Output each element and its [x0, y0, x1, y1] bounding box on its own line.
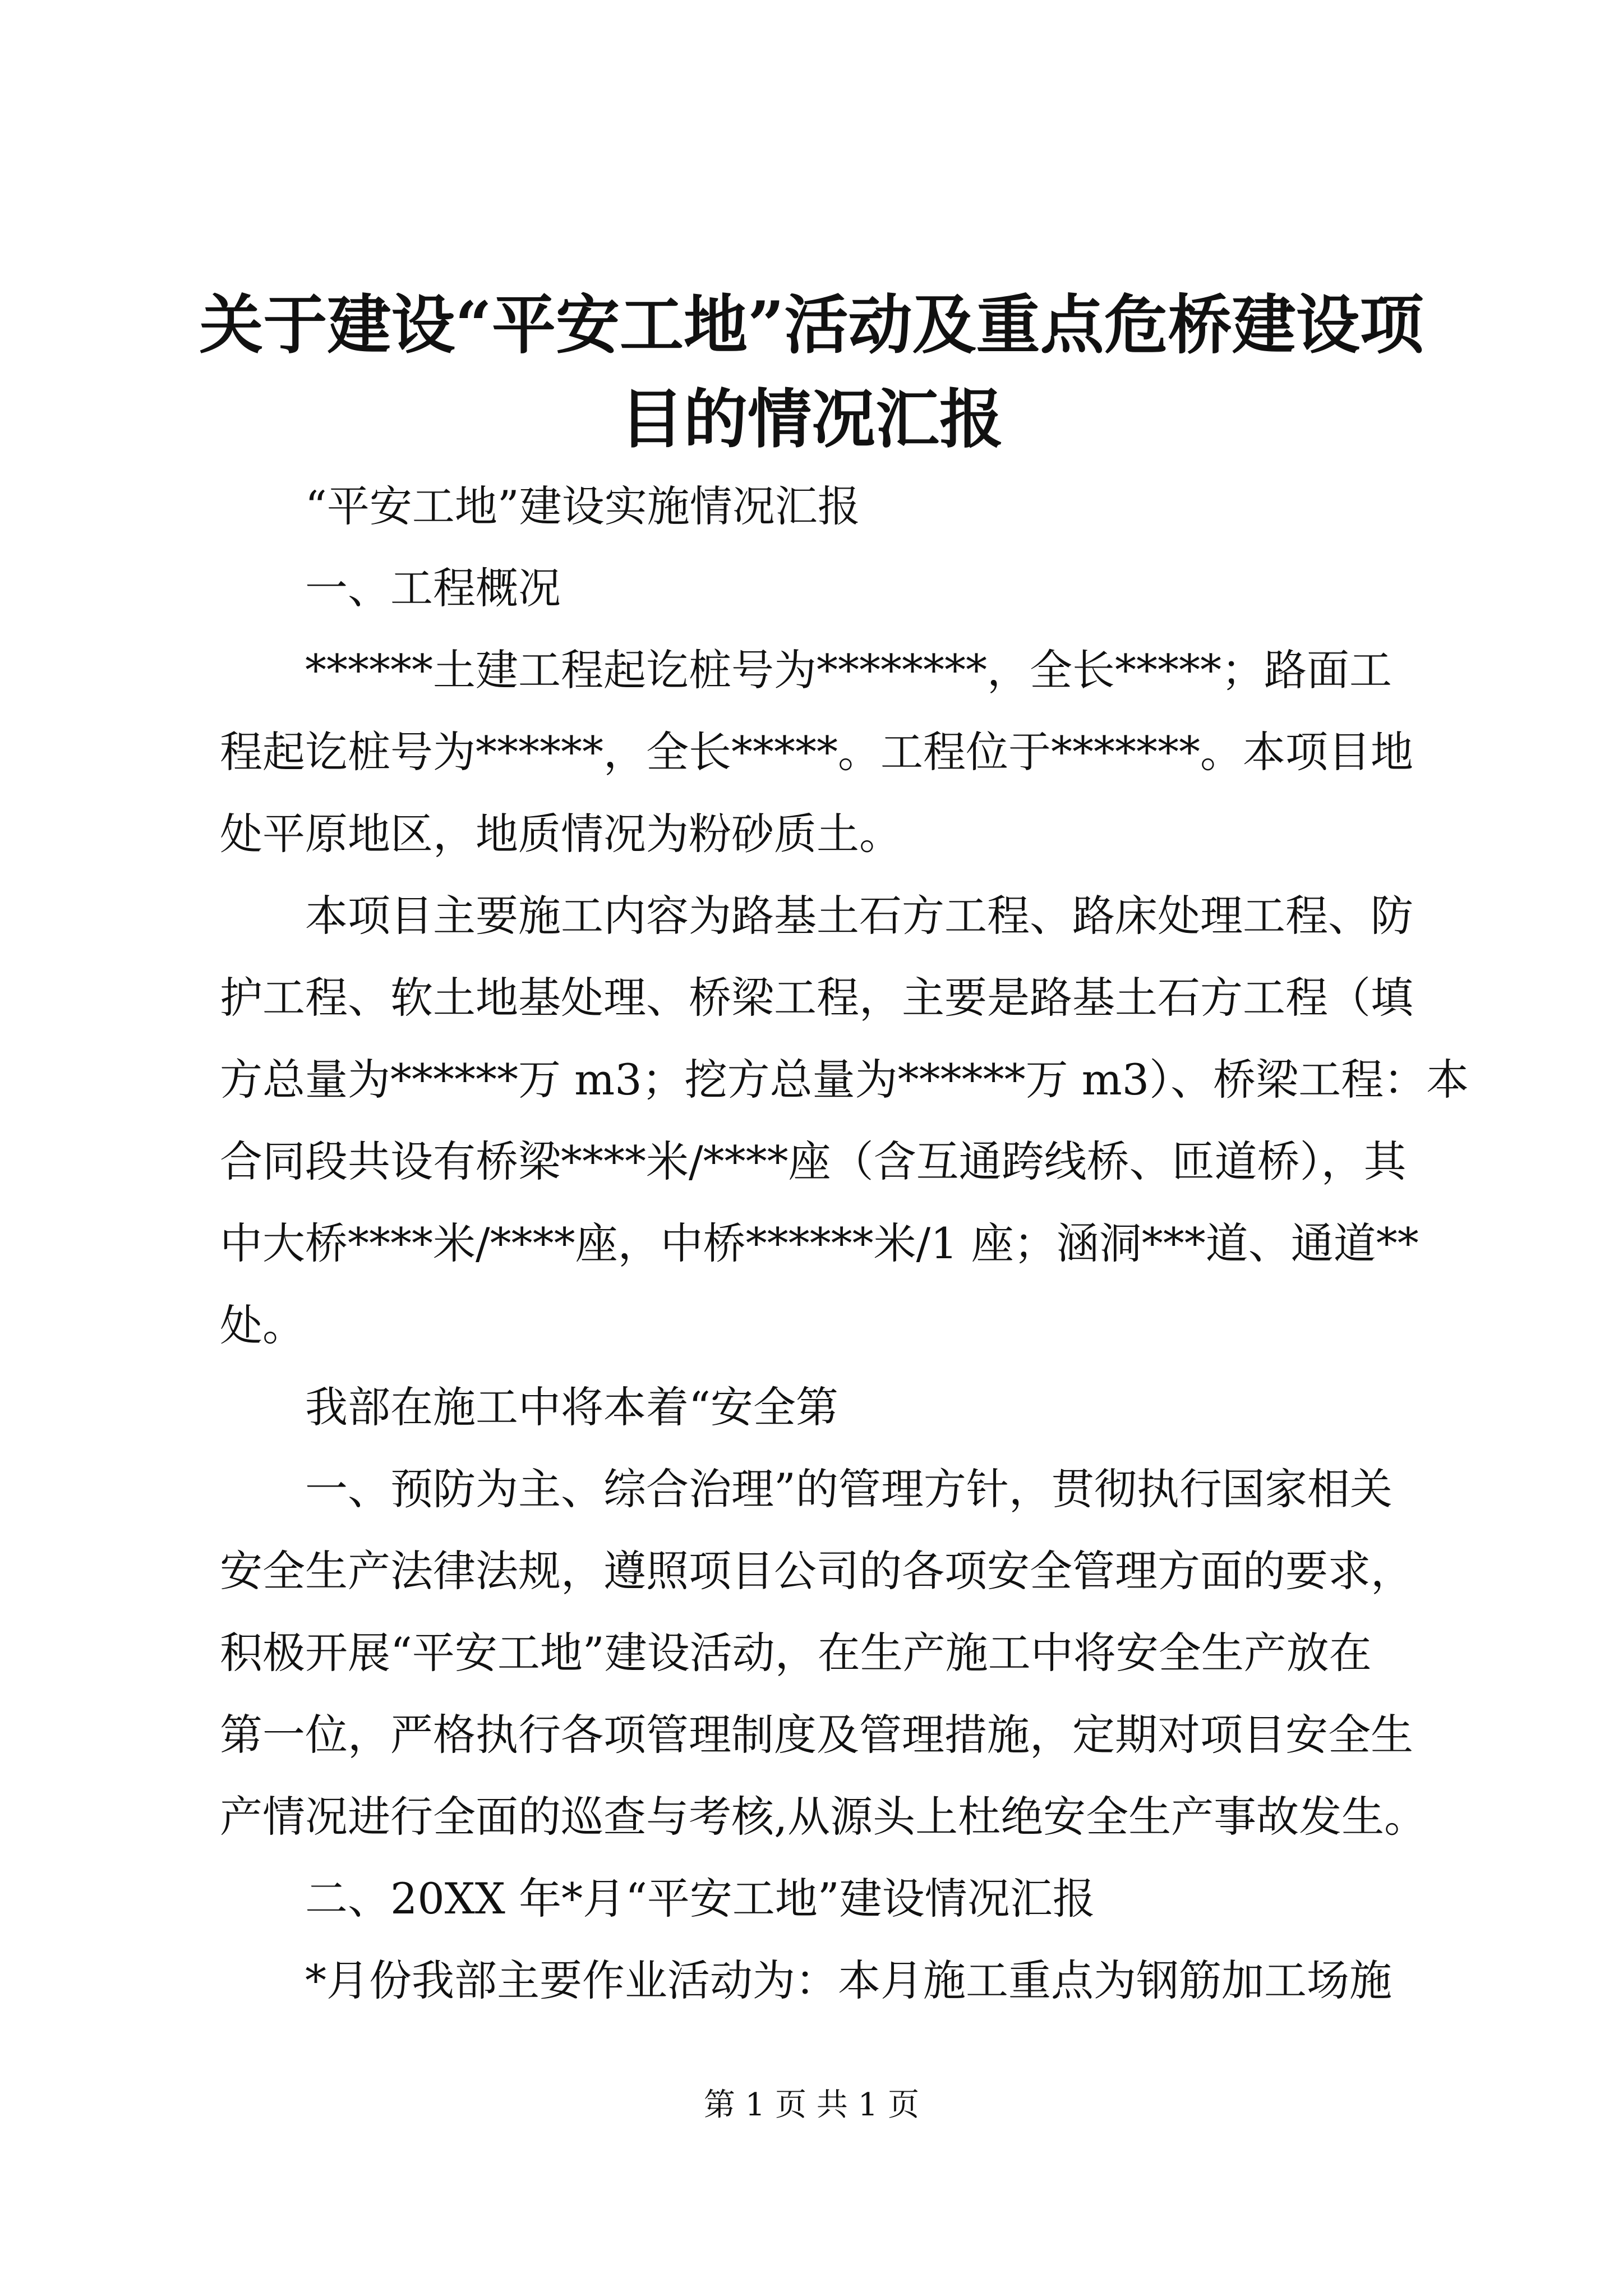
- paragraph: [220, 1940, 1426, 2022]
- paragraph-line: 合同段共设有桥梁****米/****座（含互通跨线桥、匝道桥），其: [220, 1137, 1407, 1186]
- paragraph-line: 处平原地区，地质情况为粉砂质土。: [220, 809, 902, 859]
- paragraph-line: 中大桥****米/****座，中桥******米/1 座；涵洞***道、通道**: [220, 1218, 1419, 1268]
- document-title: [185, 278, 1438, 466]
- paragraph-line: 本项目主要施工内容为路基土石方工程、路床处理工程、防: [305, 891, 1413, 941]
- paragraph: [220, 629, 1426, 875]
- paragraph-line: “平安工地”建设实施情况汇报: [305, 481, 860, 531]
- paragraph-line: 处。: [220, 1300, 305, 1350]
- paragraph-line: 护工程、软土地基处理、桥梁工程，主要是路基土石方工程（填: [220, 973, 1413, 1023]
- paragraph-line: 第一位，严格执行各项管理制度及管理措施，定期对项目安全生: [220, 1710, 1413, 1760]
- document-body: [220, 466, 1469, 2022]
- paragraph-line: 一、工程概况: [305, 563, 561, 613]
- paragraph-line: 积极开展“平安工地”建设活动，在生产施工中将安全生产放在: [220, 1628, 1372, 1678]
- paragraph-line: 安全生产法律法规，遵照项目公司的各项安全管理方面的要求，: [220, 1546, 1413, 1596]
- title-line-1: 关于建设“平安工地”活动及重点危桥建设项: [199, 287, 1424, 362]
- paragraph-line: 产情况进行全面的巡查与考核,从源头上杜绝安全生产事故发生。: [220, 1792, 1427, 1842]
- paragraph: [220, 1448, 1426, 1858]
- paragraph-line: 方总量为******万 m3；挖方总量为******万 m3）、桥梁工程：本: [220, 1055, 1469, 1105]
- paragraph: [220, 875, 1469, 1366]
- page-footer: 第 1 页 共 1 页: [703, 2087, 920, 2123]
- title-line-2: 目的情况汇报: [619, 381, 1003, 457]
- paragraph: [220, 1366, 1426, 1448]
- paragraph-line: 程起讫桩号为******，全长*****。工程位于*******。本项目地: [220, 727, 1413, 777]
- paragraph-line: 一、预防为主、综合治理”的管理方针，贯彻执行国家相关: [305, 1464, 1393, 1514]
- paragraph-line: 我部在施工中将本着“安全第: [305, 1382, 838, 1432]
- paragraph: [220, 1858, 1426, 1940]
- paragraph-line: *月份我部主要作业活动为：本月施工重点为钢筋加工场施: [305, 1955, 1392, 2005]
- paragraph: [220, 547, 1426, 629]
- paragraph-line: ******土建工程起讫桩号为********，全长*****；路面工: [305, 645, 1392, 695]
- paragraph: [220, 466, 1426, 547]
- paragraph-line: 二、20XX 年*月“平安工地”建设情况汇报: [305, 1874, 1095, 1924]
